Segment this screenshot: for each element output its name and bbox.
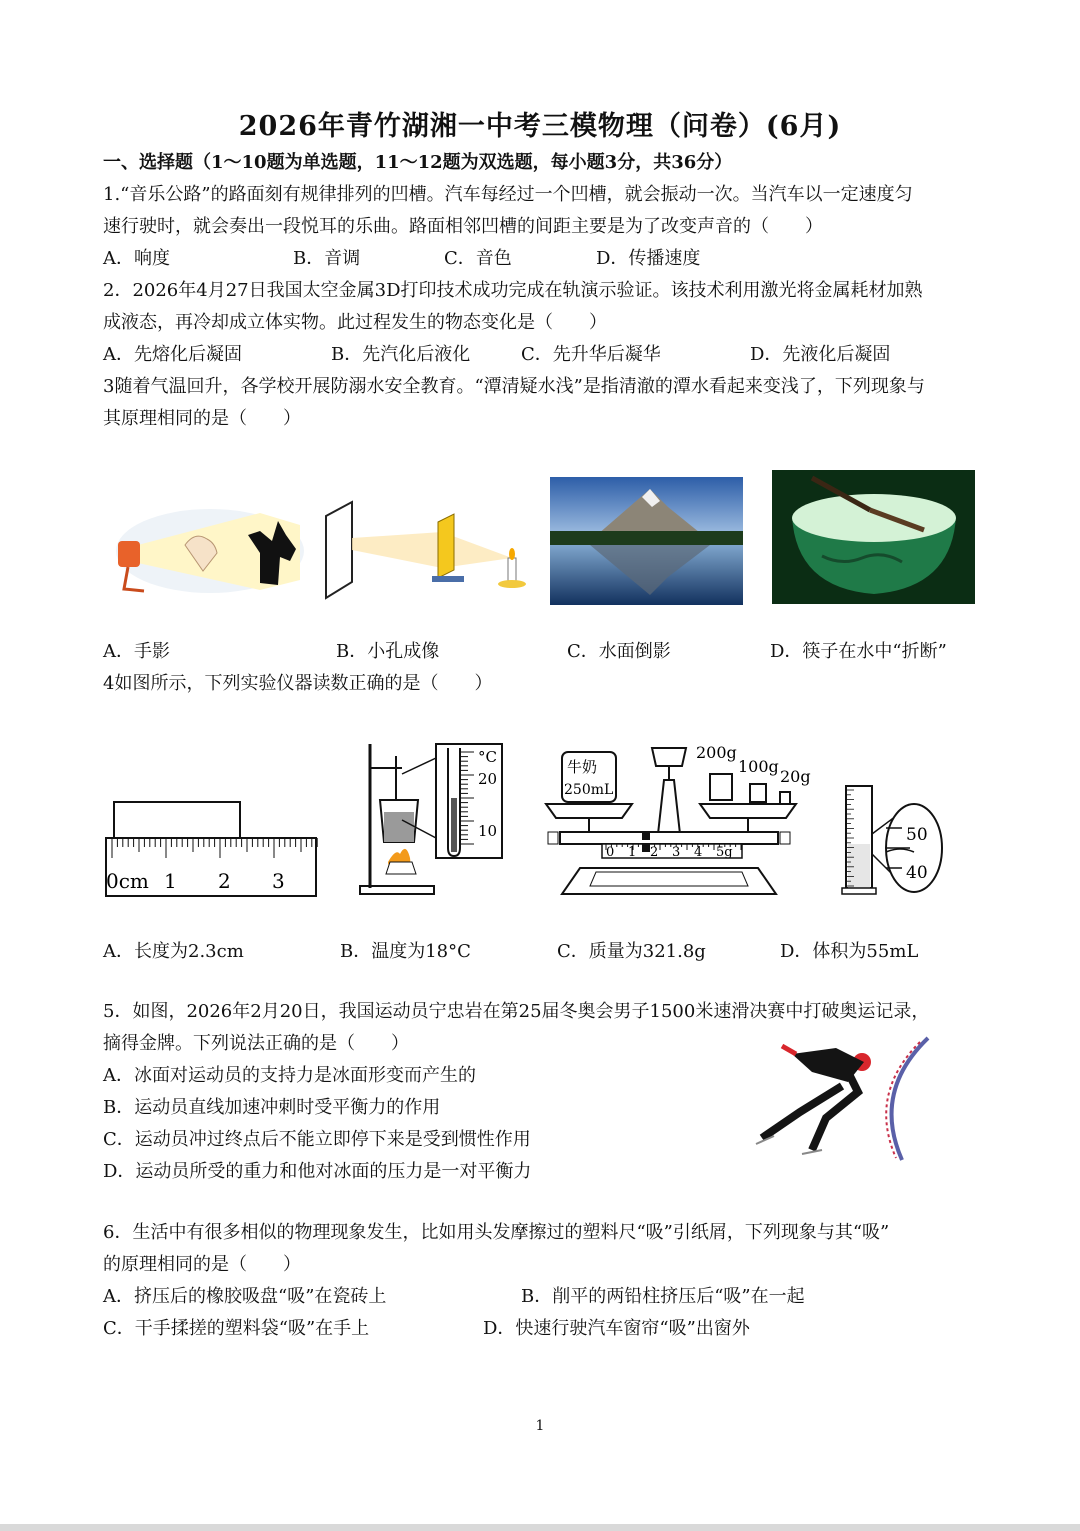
- question-6-line-2: 的原理相同的是（ ）: [103, 1254, 301, 1275]
- question-5-line-2: 摘得金牌。下列说法正确的是（ ）: [103, 1033, 409, 1054]
- question-6-option-d: D．快速行驶汽车窗帘“吸”出窗外: [483, 1318, 750, 1339]
- section-heading: 一、选择题（1～10题为单选题，11～12题为双选题，每小题3分，共36分）: [103, 152, 733, 173]
- lake-reflection-figure: [550, 477, 743, 605]
- question-4-option-a: A．长度为2.3cm: [103, 941, 244, 962]
- question-3-option-a: A．手影: [103, 641, 170, 662]
- ruler-tick-label-2: 2: [218, 869, 231, 893]
- thermometer-tick-label-10: 10: [478, 822, 498, 840]
- balance-figure: [540, 740, 820, 902]
- question-1-line-1: 1.“音乐公路”的路面刻有规律排列的凹槽。汽车每经过一个凹槽，就会振动一次。当汽车以一定速度匀: [103, 184, 913, 205]
- question-5-option-c: C．运动员冲过终点后不能立即停下来是受到惯性作用: [103, 1129, 531, 1150]
- question-3-option-c: C．水面倒影: [567, 641, 671, 662]
- page-bottom-edge: [0, 1524, 1080, 1531]
- question-5-option-b: B．运动员直线加速冲刺时受平衡力的作用: [103, 1097, 441, 1118]
- hand-shadow-figure: [110, 505, 305, 597]
- thermometer-unit-label: °C: [478, 748, 497, 766]
- ruler-tick-label-3: 3: [272, 869, 285, 893]
- page-title: 2026年青竹湖湘一中考三模物理（问卷）(6月): [238, 111, 842, 142]
- question-2-option-d: D．先液化后凝固: [750, 344, 891, 365]
- weight-100g-label: 100g: [738, 757, 779, 776]
- question-1-line-2: 速行驶时，就会奏出一段悦耳的乐曲。路面相邻凹槽的间距主要是为了改变声音的（ ）: [103, 216, 823, 237]
- weight-200g-label: 200g: [696, 743, 737, 762]
- beam-scale-label-0: 0: [606, 845, 615, 860]
- milk-label: 牛奶: [567, 758, 598, 776]
- question-5-option-d: D．运动员所受的重力和他对冰面的压力是一对平衡力: [103, 1161, 532, 1182]
- ruler-tick-label-1: 1: [164, 869, 177, 893]
- question-1-option-a: A．响度: [103, 248, 170, 269]
- speed-skater-figure: [752, 1032, 942, 1162]
- cylinder-tick-label-50: 50: [906, 825, 928, 845]
- question-2-option-a: A．先熔化后凝固: [103, 344, 242, 365]
- beam-scale-label-3: 3: [672, 845, 681, 860]
- question-2-line-2: 成液态，再冷却成立体实物。此过程发生的物态变化是（ ）: [103, 312, 607, 333]
- beam-scale-label-5g: 5g: [716, 845, 733, 860]
- beam-scale-label-4: 4: [694, 845, 703, 860]
- question-2-line-1: 2．2026年4月27日我国太空金属3D打印技术成功完成在轨演示验证。该技术利用激光将金属耗材加熟: [103, 280, 923, 301]
- pinhole-imaging-figure: [322, 498, 532, 603]
- question-1-option-d: D．传播速度: [596, 248, 701, 269]
- graduated-cylinder-figure: [840, 782, 950, 898]
- weight-20g-label: 20g: [780, 767, 811, 786]
- question-4-line-1: 4如图所示，下列实验仪器读数正确的是（ ）: [103, 673, 493, 694]
- page-number: 1: [535, 1418, 545, 1434]
- question-6-line-1: 6．生活中有很多相似的物理现象发生，比如用头发摩擦过的塑料尺“吸”引纸屑，下列现象与其“吸”: [103, 1222, 890, 1243]
- question-6-option-b: B．削平的两铅柱挤压后“吸”在一起: [521, 1286, 805, 1307]
- question-2-option-b: B．先汽化后液化: [331, 344, 471, 365]
- beam-scale-label-1: 1: [628, 845, 637, 860]
- thermometer-figure: [356, 738, 506, 900]
- question-4-option-c: C．质量为321.8g: [557, 941, 706, 962]
- question-5-option-a: A．冰面对运动员的支持力是冰面形变而产生的: [103, 1065, 476, 1086]
- thermometer-tick-label-20: 20: [478, 770, 498, 788]
- question-3-line-2: 其原理相同的是（ ）: [103, 408, 301, 429]
- beam-scale-label-2: 2: [650, 845, 659, 860]
- milk-volume-label: 250mL: [564, 782, 614, 798]
- question-3-line-1: 3随着气温回升，各学校开展防溺水安全教育。“潭清疑水浅”是指清澈的潭水看起来变浅了，下列现象与: [103, 376, 925, 397]
- question-2-option-c: C．先升华后凝华: [521, 344, 661, 365]
- question-4-option-d: D．体积为55mL: [780, 941, 919, 962]
- cylinder-tick-label-40: 40: [906, 863, 928, 883]
- chopsticks-in-water-figure: [772, 470, 975, 604]
- question-3-option-b: B．小孔成像: [336, 641, 440, 662]
- ruler-unit-label: 0cm: [106, 869, 149, 893]
- ruler-figure: [100, 796, 322, 900]
- question-1-option-b: B．音调: [293, 248, 361, 269]
- question-4-option-b: B．温度为18°C: [340, 941, 471, 962]
- question-6-option-a: A．挤压后的橡胶吸盘“吸”在瓷砖上: [103, 1286, 387, 1307]
- question-5-line-1: 5．如图，2026年2月20日，我国运动员宁忠岩在第25届冬奥会男子1500米速滑决赛中打破奥运记录，: [103, 1001, 930, 1022]
- question-3-option-d: D．筷子在水中“折断”: [770, 641, 947, 662]
- question-1-option-c: C．音色: [444, 248, 512, 269]
- question-6-option-c: C．干手揉搓的塑料袋“吸”在手上: [103, 1318, 370, 1339]
